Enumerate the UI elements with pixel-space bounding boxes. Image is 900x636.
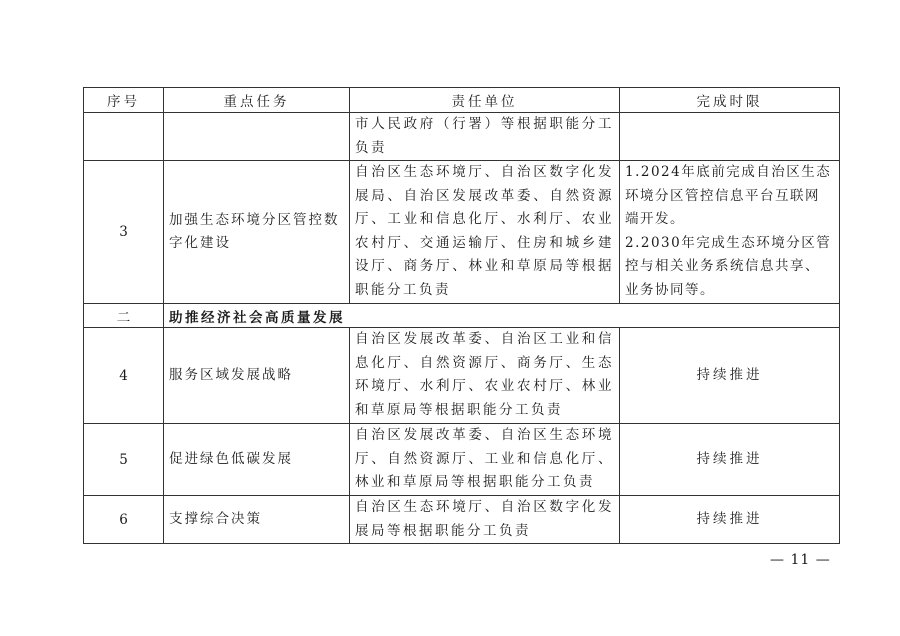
- header-deadline: 完成时限: [620, 88, 840, 113]
- table-row-6: [84, 496, 840, 544]
- row-deadline: [620, 161, 840, 304]
- deadline-item-2: 2.2030年完成生态环境分区管控与相关业务系统信息共享、业务协同等。: [625, 234, 832, 298]
- deadline-item-1: 1.2024年底前完成自治区生态环境分区管控信息平台互联网端开发。: [625, 164, 832, 227]
- header-task: 重点任务: [164, 88, 350, 113]
- row-units: 自治区发展改革委、自治区生态环境厅、自然资源厅、工业和信息化厅、林业和草原局等根据职能分工负责: [350, 424, 620, 496]
- row-task: 加强生态环境分区管控数字化建设: [164, 161, 350, 304]
- table-row-4: [84, 328, 840, 424]
- row-number: 6: [84, 496, 164, 544]
- row-units: 市人民政府（行署）等根据职能分工负责: [350, 113, 620, 161]
- row-deadline: [620, 113, 840, 161]
- row-deadline: 持续推进: [620, 424, 840, 496]
- table-header-row: [84, 88, 840, 113]
- section-number: 二: [84, 304, 164, 328]
- row-deadline: 持续推进: [620, 328, 840, 424]
- table-row-continued: [84, 113, 840, 161]
- row-units: 自治区发展改革委、自治区工业和信息化厅、自然资源厅、商务厅、生态环境厅、水利厅、农业农村厅、林业和草原局等根据职能分工负责: [350, 328, 620, 424]
- table-row-5: [84, 424, 840, 496]
- page-number: — 11 —: [770, 552, 831, 568]
- row-number: 3: [84, 161, 164, 304]
- header-units: 责任单位: [350, 88, 620, 113]
- row-units: 自治区生态环境厅、自治区数字化发展局等根据职能分工负责: [350, 496, 620, 544]
- header-number: 序号: [84, 88, 164, 113]
- row-number: 5: [84, 424, 164, 496]
- row-number: [84, 113, 164, 161]
- table-row-3: [84, 161, 840, 304]
- row-units: 自治区生态环境厅、自治区数字化发展局、自治区发展改革委、自然资源厅、工业和信息化厅、水利厅、农业农村厅、交通运输厅、住房和城乡建设厅、商务厅、林业和草原局等根据职能分工负责: [350, 161, 620, 304]
- section-row: [84, 304, 840, 328]
- section-title: 助推经济社会高质量发展: [164, 304, 840, 328]
- row-task: 促进绿色低碳发展: [164, 424, 350, 496]
- task-table: [83, 87, 840, 544]
- row-task: 服务区域发展战略: [164, 328, 350, 424]
- row-deadline: 持续推进: [620, 496, 840, 544]
- row-task: 支撑综合决策: [164, 496, 350, 544]
- row-task: [164, 113, 350, 161]
- row-number: 4: [84, 328, 164, 424]
